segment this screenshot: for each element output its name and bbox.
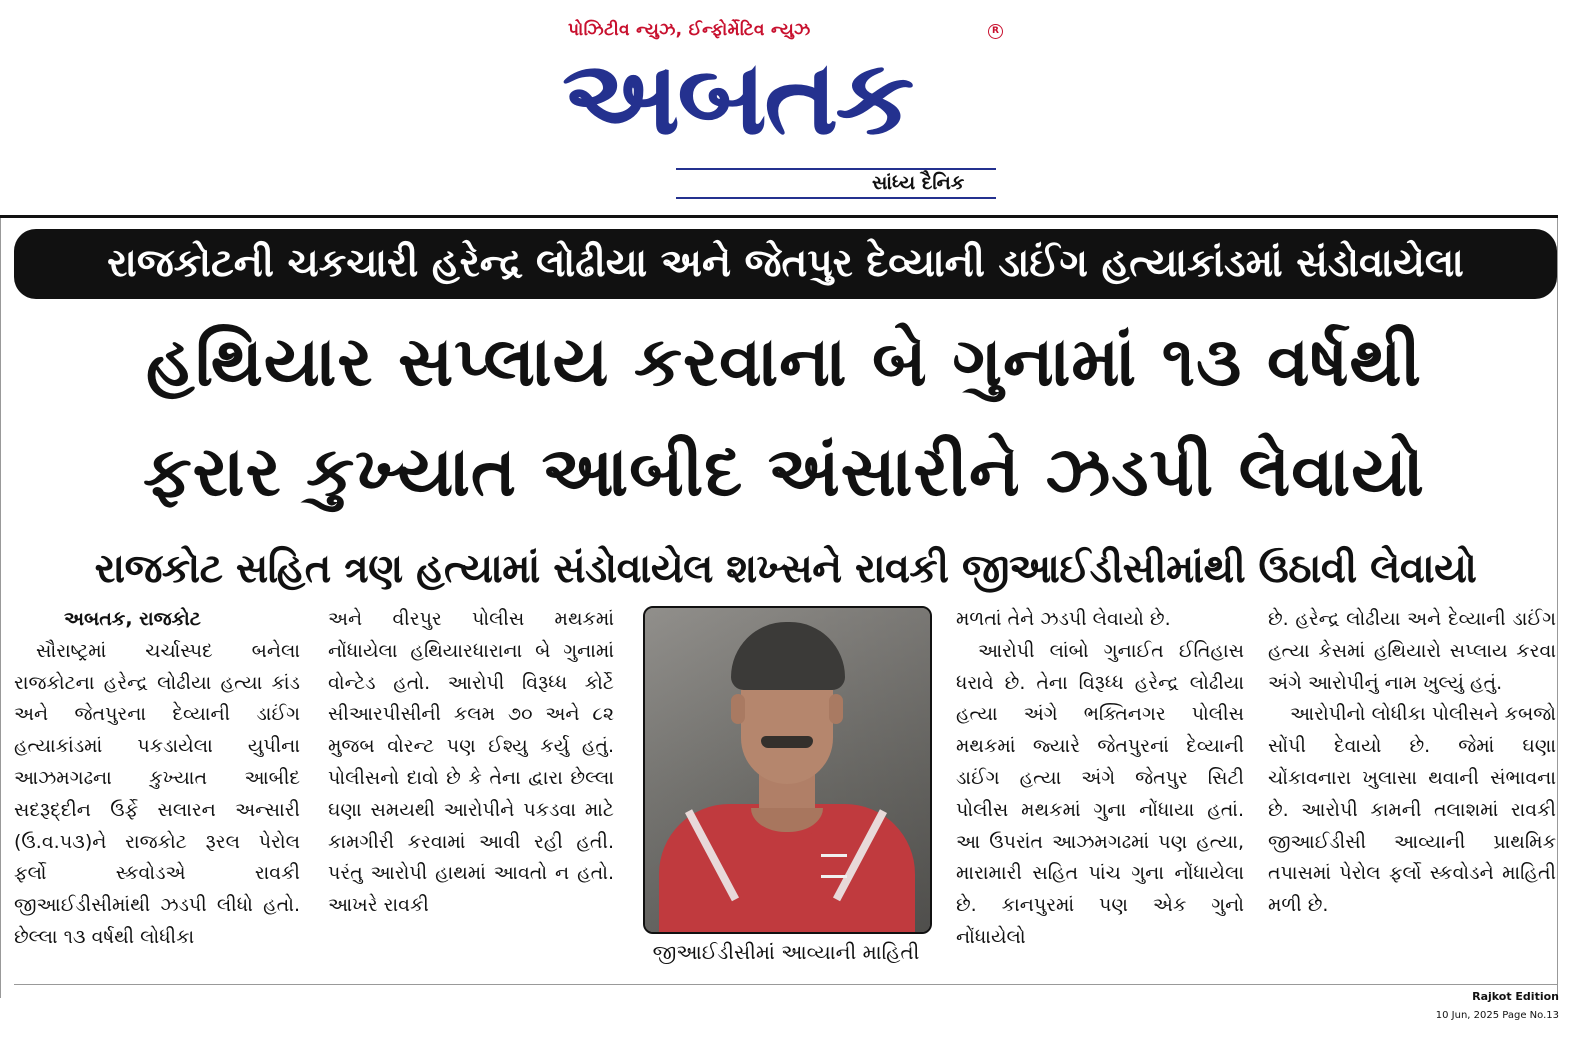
- column-4-paragraph-2: આરોપી લાંબો ગુનાઈત ઈતિહાસ ધરાવે છે. તેના વિરૂધ્ધ હરેન્દ્ર લોઢીયા હત્યા અંગે ભક્તિનગર પોલીસ મથકમાં જ્યારે જેતપુરનાં દેવ્યાની ડાઈંગ હત્યા અંગે જેતપુર સિટી પોલીસ મથકમાં ગુના નોંધાયા હતાં. આ ઉપરાંત આઝમગઢમાં પણ હત્યા, મારામારી સહિત પાંચ ગુના નોંધાયેલા છે. કાનપુરમાં પણ એક ગુનો નોંધાયેલો: [956, 639, 1244, 948]
- article-subheadline: રાજકોટ સહિત ત્રણ હત્યામાં સંડોવાયેલ શખ્સને રાવકી જીઆઈડીસીમાંથી ઉઠાવી લેવાયો: [94, 546, 1477, 592]
- photo-moustache: [761, 736, 813, 748]
- headline-line-1: હથિયાર સપ્લાય કરવાના બે ગુનામાં ૧૩ વર્ષથી: [146, 323, 1422, 402]
- masthead-divider: [0, 215, 1558, 218]
- photo-shirt-logo-icon: [821, 854, 847, 878]
- column-5-paragraph-1: છે. હરેન્દ્ર લોઢીયા અને દેવ્યાની ડાઈંગ હત્યા કેસમાં હથિયારો સપ્લાય કરવા અંગે આરોપીનું નામ ખુલ્યું હતું.: [1268, 608, 1556, 694]
- registered-mark-icon: R: [988, 24, 1003, 39]
- logo-rule: [676, 168, 996, 170]
- article-column-1: [14, 604, 300, 976]
- logo-rule-bottom: [676, 197, 996, 199]
- column-5-paragraph-2: આરોપીનો લોધીકા પોલીસને કબજો સોંપી દેવાયો છે. જેમાં ઘણા ચોંકાવનારા ખુલાસા થવાની સંભાવના છે. આરોપી કામની તલાશમાં રાવકી જીઆઈડીસી આવ્યાની પ્રાથમિક તપાસમાં પેરોલ ફર્લો સ્કવોડને માહિતી મળી છે.: [1268, 703, 1556, 917]
- article-column-5: [1268, 604, 1556, 976]
- article-column-2: [328, 604, 614, 976]
- footer-divider: [14, 984, 1558, 985]
- masthead-subtitle: સાંધ્ય દૈનિક: [872, 172, 965, 194]
- page-border-right: [1557, 218, 1558, 998]
- article-kicker: રાજકોટની ચકચારી હરેન્દ્ર લોઢીયા અને જેતપુર દેવ્યાની ડાઈંગ હત્યાકાંડમાં સંડોવાયેલા: [14, 229, 1557, 299]
- photo-ear-left: [731, 694, 745, 724]
- column-1-text: સૌરાષ્ટ્રમાં ચર્ચાસ્પદ બનેલા રાજકોટના હરેન્દ્ર લોઢીયા હત્યા કાંડ અને જેતપુરના દેવ્યાની ડાઈંગ હત્યાકાંડમાં પકડાયેલા યુપીના આઝમગઢના કુખ્યાત આબીદ સદરૂદ્દીન ઉર્ફે સલારન અન્સારી (ઉ.વ.૫૩)ને રાજકોટ રૂરલ પેરોલ ફર્લો સ્કવોડએ રાવકી જીઆઈડીસીમાંથી ઝડપી લીધો હતો. છેલ્લા ૧૩ વર્ષથી લોધીકા: [14, 639, 300, 948]
- date-page-label: 10 Jun, 2025 Page No.13: [1435, 1010, 1559, 1021]
- accused-photo: [643, 606, 932, 934]
- column-4-paragraph-1: મળતાં તેને ઝડપી લેવાયો છે.: [956, 608, 1171, 630]
- article-column-4: [956, 604, 1244, 976]
- headline-line-2: ફરાર કુખ્યાત આબીદ અંસારીને ઝડપી લેવાયો: [143, 433, 1425, 512]
- masthead: [0, 0, 1589, 215]
- photo-ear-right: [829, 694, 843, 724]
- page-border-left: [0, 218, 1, 998]
- edition-label: Rajkot Edition: [1472, 990, 1559, 1003]
- column-2-text: અને વીરપુર પોલીસ મથકમાં નોંધાયેલા હથિયારધારાના બે ગુનામાં વોન્ટેડ હતો. આરોપી વિરૂધ્ધ કોર્ટે સીઆરપીસીની કલમ ૭૦ અને ૮૨ મુજબ વોરન્ટ પણ ઈશ્યુ કર્યુ હતું. પોલીસનો દાવો છે કે તેના દ્વારા છેલ્લા ઘણા સમયથી આરોપીને પકડવા માટે કામગીરી કરવામાં આવી રહી હતી. પરંતુ આરોપી હાથમાં આવતો ન હતો. આખરે રાવકી: [328, 608, 614, 917]
- newspaper-logo: અબતક: [562, 38, 912, 159]
- photo-caption: જીઆઈડીસીમાં આવ્યાની માહિતી: [652, 940, 920, 964]
- masthead-tagline: પોઝિટીવ ન્યુઝ, ઈન્ફોર્મેટિવ ન્યુઝ: [568, 20, 811, 40]
- article-byline: અબતક, રાજકોટ: [64, 608, 201, 630]
